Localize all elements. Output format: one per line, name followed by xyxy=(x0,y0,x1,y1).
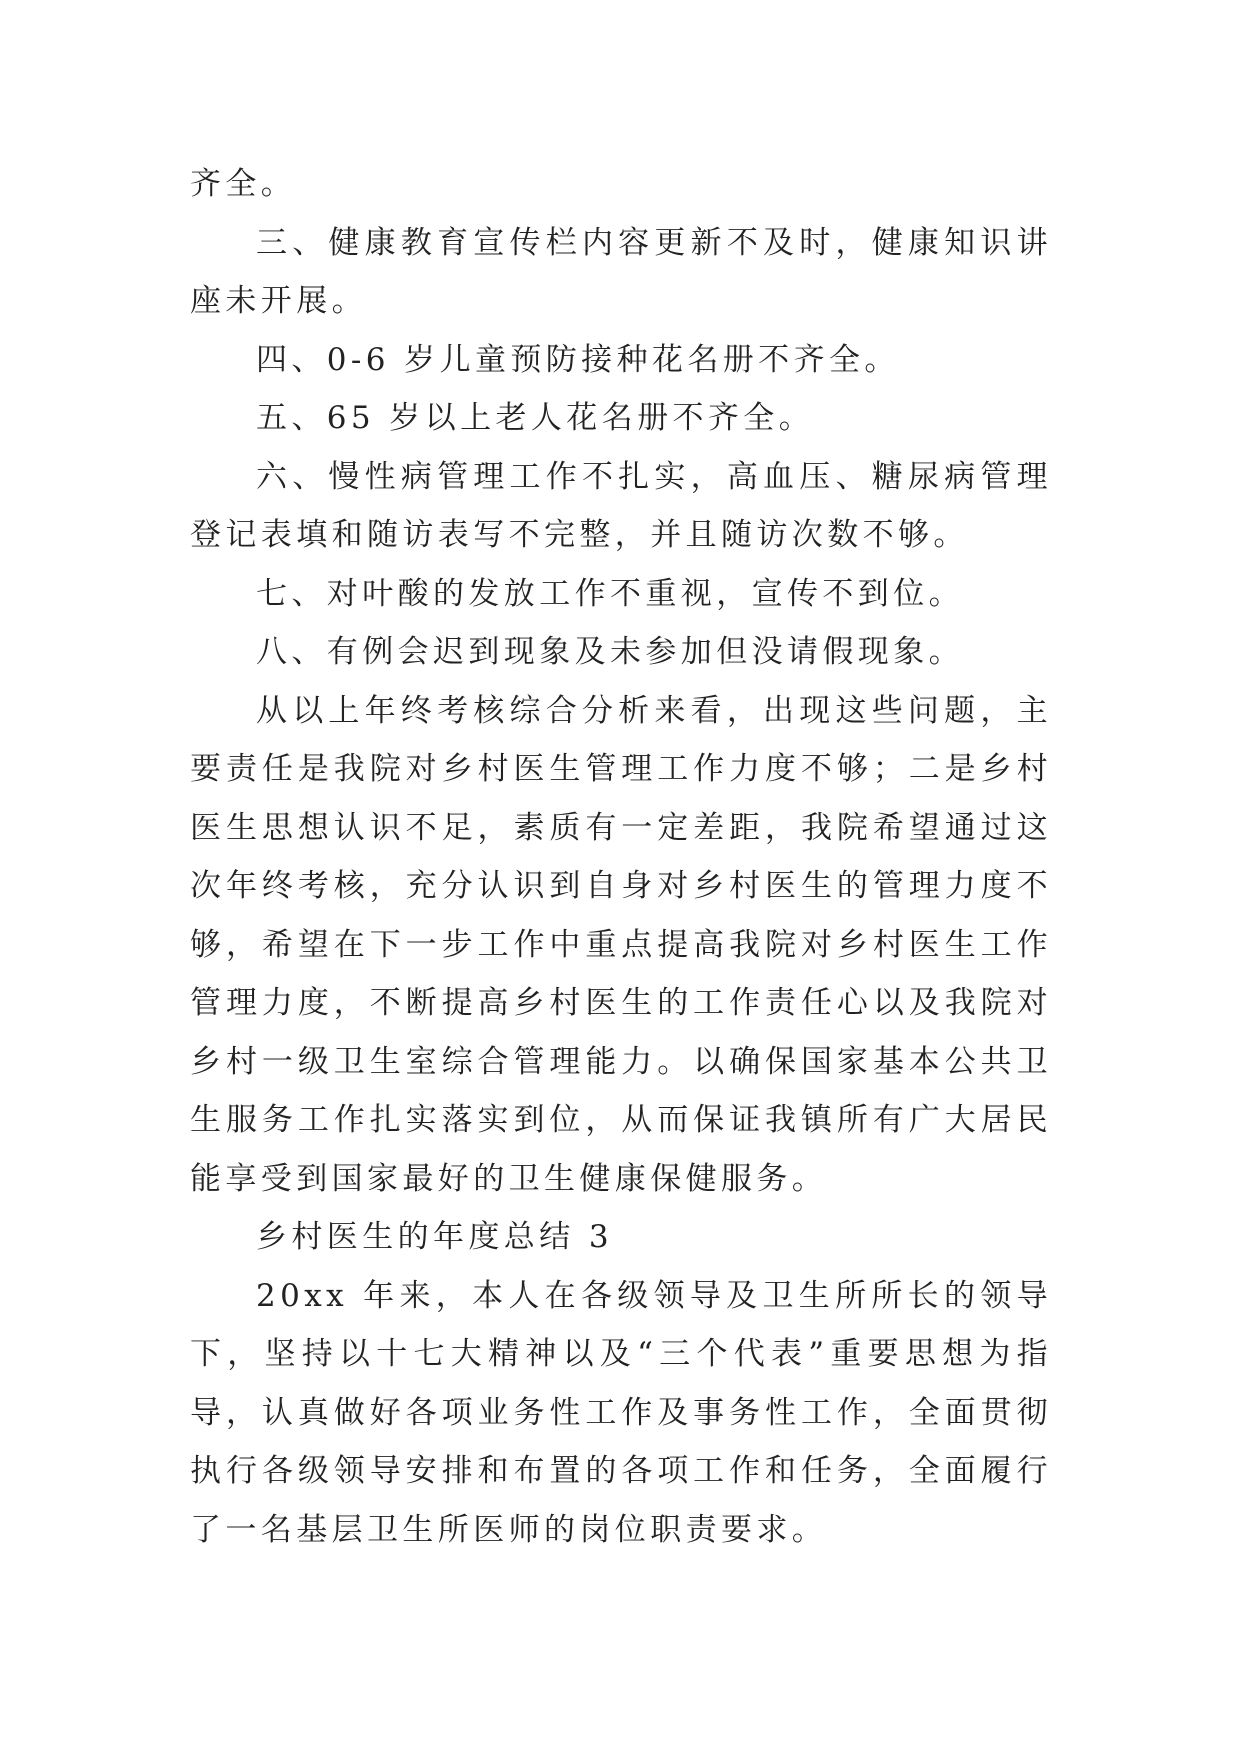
paragraph-item-6: 六、慢性病管理工作不扎实，高血压、糖尿病管理登记表填和随访表写不完整，并且随访次数不够。 xyxy=(190,458,1052,553)
paragraph-summary: 20xx 年来，本人在各级领导及卫生所所长的领导下，坚持以十七大精神以及“三个代表”重要思想为指导，认真做好各项业务性工作及事务性工作，全面贯彻执行各级领导安排和布置的各项工作和任务，全面履行了一名基层卫生所医师的岗位职责要求。 xyxy=(190,1277,1052,1548)
document-page xyxy=(190,155,1052,1559)
paragraph-analysis: 从以上年终考核综合分析来看，出现这些问题，主要责任是我院对乡村医生管理工作力度不够；二是乡村医生思想认识不足，素质有一定差距，我院希望通过这次年终考核，充分认识到自身对乡村医生的管理力度不够，希望在下一步工作中重点提高我院对乡村医生工作管理力度，不断提高乡村医生的工作责任心以及我院对乡村一级卫生室综合管理能力。以确保国家基本公共卫生服务工作扎实落实到位，从而保证我镇所有广大居民能享受到国家最好的卫生健康保健服务。 xyxy=(190,692,1052,1197)
paragraph-item-8: 八、有例会迟到现象及未参加但没请假现象。 xyxy=(256,634,964,670)
paragraph-item-7: 七、对叶酸的发放工作不重视，宣传不到位。 xyxy=(256,575,964,612)
paragraph-item-3: 三、健康教育宣传栏内容更新不及时，健康知识讲座未开展。 xyxy=(190,224,1052,319)
paragraph-item-4: 四、0-6 岁儿童预防接种花名册不齐全。 xyxy=(256,341,900,378)
section-heading: 乡村医生的年度总结 3 xyxy=(256,1219,613,1255)
paragraph-item-5: 五、65 岁以上老人花名册不齐全。 xyxy=(256,400,815,436)
paragraph-continuation: 齐全。 xyxy=(190,166,297,202)
